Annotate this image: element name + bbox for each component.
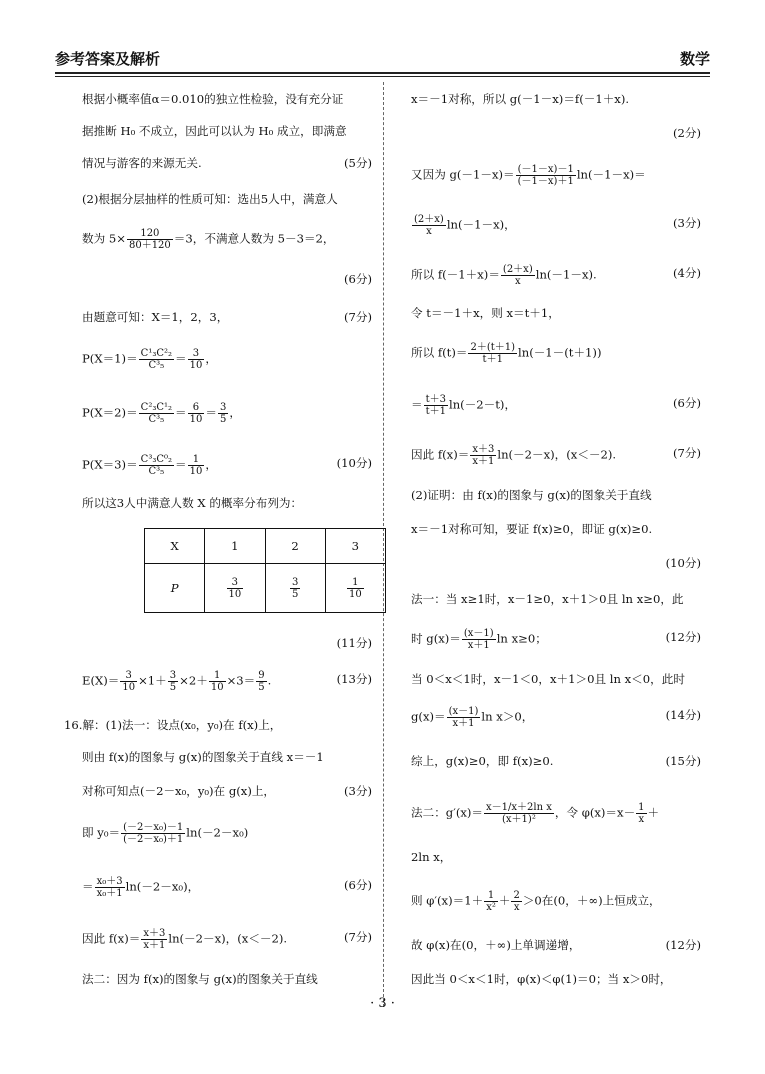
formula-line: 时 g(x)＝ $\frac{(x-1)}{x+1}$ ln x≥0； (12分) [411,628,701,651]
text-line: (2)根据分层抽样的性质可知：选出5人中，满意人 [82,192,338,206]
score-mark: (5分) [343,156,372,170]
formula-line: 数为 5× $\frac{120}{80+120}$ ＝3，不满意人数为 5－3＝2， [82,228,335,251]
table-cell: $\frac{1}{10}$ [325,564,385,613]
distribution-table [144,528,386,613]
table-cell: X [145,529,205,564]
text-line: 根据小概率值α＝0.010的独立性检验，没有充分证 [82,92,344,106]
score-mark: (14分) [665,708,701,722]
text-line: 法一：当 x≥1时，x－1≥0，x＋1＞0且 ln x≥0，此 [411,592,684,606]
text-line: 当 0＜x＜1时，x－1＜0，x＋1＞0且 ln x＜0，此时 [411,672,685,686]
formula-line: ＝ $\frac{t+3}{t+1}$ ln(－2－t)， (6分) [411,394,701,417]
formula-line: g(x)＝ $\frac{(x-1)}{x+1}$ ln x＞0， (14分) [411,706,701,729]
text-line: (2)证明：由 f(x)的图象与 g(x)的图象关于直线 [411,488,652,502]
formula-line: 则 φ′(x)＝1＋ $\frac{1}{\text{x²}}$ ＋ $\frac{2}{x}$ ＞0在(0，＋∞)上恒成立， [411,890,661,913]
formula-line: 因此 f(x)＝ $\frac{x+3}{x+1}$ ln(－2－x)，(x＜－2). (7分) [82,928,372,951]
score-mark: (3分) [672,216,701,230]
score-mark: (6分) [672,396,701,410]
score-mark: (7分) [343,930,372,944]
text-line: 则由 f(x)的图象与 g(x)的图象关于直线 x＝－1 [82,750,324,764]
score-mark: (3分) [343,784,372,798]
table-cell: 1 [205,529,265,564]
score-mark: (10分) [665,556,701,570]
score-mark: (6分) [343,272,372,286]
formula-line: 所以 f(t)＝ $\frac{2+(t+1)}{t+1}$ ln(－1－(t＋1)) [411,342,602,365]
formula-line: $\frac{(2+x)}{x}$ ln(－1－x)， (3分) [414,214,701,237]
table-row [145,529,386,564]
table-cell: 2 [265,529,325,564]
formula-line: 所以 f(－1＋x)＝ $\frac{(2+x)}{x}$ ln(－1－x). (4分) [411,264,701,287]
score-mark: (6分) [343,878,372,892]
page-header [55,48,710,72]
fraction: $\frac{120}{80+120}$ [128,228,171,251]
header-rule-thin [55,76,710,77]
score-mark: (2分) [672,126,701,140]
text-line: 由题意可知：X＝1，2，3， (7分) [82,310,372,324]
header-rule [55,72,710,74]
text-line: 据推断 H₀ 不成立，因此可以认为 H₀ 成立，即满意 [82,124,347,138]
score-mark: (7分) [343,310,372,324]
formula-line: P(X＝1)＝ $\frac{\text{C¹₃C²₂}}{\text{C³₅}}$ ＝ $\frac{3}{10}$ ， [82,348,217,371]
text-line: 令 t＝－1＋x，则 x＝t＋1， [411,306,560,320]
header-title: 参考答案及解析 [55,50,161,68]
question-16: 16.解：(1)法一：设点(x₀，y₀)在 f(x)上， [64,718,282,732]
text-line: 2ln x， [411,850,452,864]
table-cell: $\frac{3}{5}$ [265,564,325,613]
score-mark: (11分) [336,636,372,650]
formula-line: P(X＝3)＝ $\frac{\text{C³₃C⁰₂}}{\text{C³₅}}$ ＝ $\frac{1}{10}$ ， (10分) [82,454,372,477]
formula-line: 法二：g′(x)＝ $\frac{\text{x－1/x＋2ln x}}{\text{(x＋1)²}}$ ，令 φ(x)＝x－ $\frac{1}{x}$ ＋ [411,802,660,825]
header-subject: 数学 [679,50,710,68]
text-line: 故 φ(x)在(0，＋∞)上单调递增， (12分) [411,938,701,952]
page-number: · 3 · [370,996,395,1011]
formula-line: P(X＝2)＝ $\frac{\text{C²₃C¹₂}}{\text{C³₅}}$ ＝ $\frac{6}{10}$ ＝ $\frac{3}{5}$ ， [82,402,241,425]
score-mark: (12分) [665,938,701,952]
formula-line: E(X)＝ $\frac{3}{10}$ ×1＋ $\frac{3}{5}$ ×2＋ $\frac{1}{10}$ ×3＝ $\frac{9}{5}$ . (13分) [82,670,372,693]
table-cell: $\frac{3}{10}$ [205,564,265,613]
text-line: 因此当 0＜x＜1时，φ(x)＜φ(1)＝0；当 x＞0时， [411,972,672,986]
score-mark: (7分) [672,446,701,460]
text-line: 法二：因为 f(x)的图象与 g(x)的图象关于直线 [82,972,318,986]
score-mark: (13分) [336,672,372,686]
text-line: x＝－1对称可知，要证 f(x)≥0，即证 g(x)≥0. [411,522,653,536]
score-mark: (10分) [336,456,372,470]
score-mark: (15分) [665,754,701,768]
score-mark: (4分) [672,266,701,280]
formula-line: 因此 f(x)＝ $\frac{x+3}{x+1}$ ln(－2－x)，(x＜－2). (7分) [411,444,701,467]
text-line: x＝－1对称，所以 g(－1－x)＝f(－1＋x). [411,92,630,106]
score-mark: (12分) [665,630,701,644]
formula-line: 又因为 g(－1－x)＝ $\frac{(-1-x)-1}{(-1-x)+1}$ ln(－1－x)＝ [411,164,646,187]
text-line: 所以这3人中满意人数 X 的概率分布列为： [82,496,303,510]
table-cell: P [145,564,205,613]
table-row [145,564,386,613]
text-line: 综上，g(x)≥0，即 f(x)≥0. (15分) [411,754,701,768]
formula-line: 即 y₀＝ $\frac{\text{(－2－x₀)－1}}{\text{(－2－x₀)＋1}}$ ln(－2－x₀) [82,822,249,845]
formula-line: ＝ $\frac{\text{x₀＋3}}{\text{x₀＋1}}$ ln(－2－x₀)， (6分) [82,876,372,899]
text-line: 情况与游客的来源无关. (5分) [82,156,372,170]
text-line: 对称可知点(－2－x₀，y₀)在 g(x)上， (3分) [82,784,372,798]
table-cell: 3 [325,529,385,564]
